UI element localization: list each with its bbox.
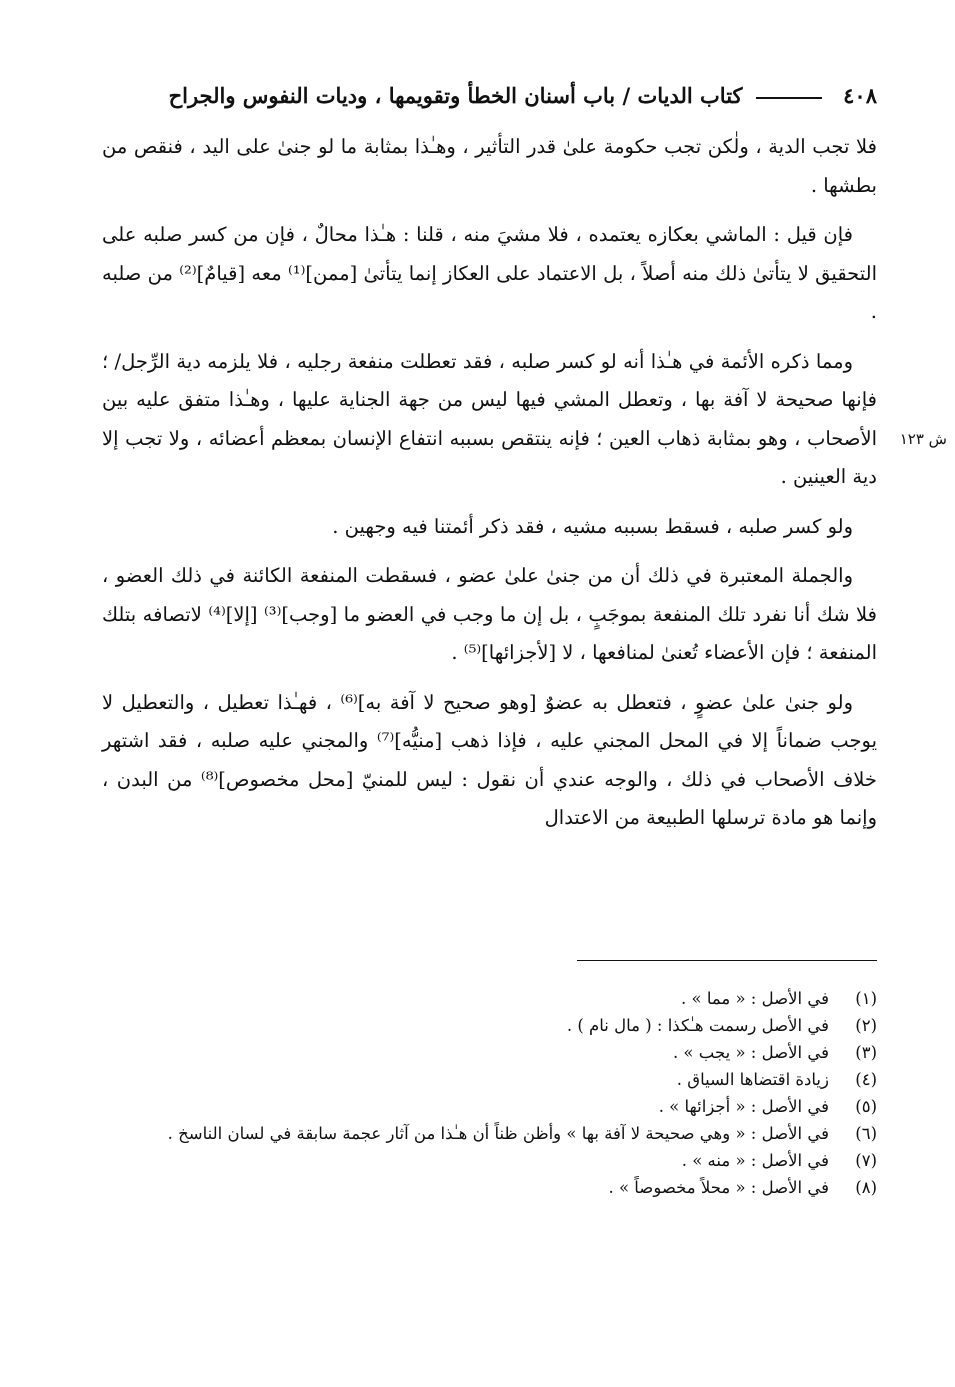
footnote-text: في الأصل : « أجزائها » .: [658, 1097, 829, 1116]
footnote-text: في الأصل : « وهي صحيحة لا آفة بها » وأظن ظناً أن هـٰذا من آثار عجمة سابقة في لسان الناسخ .: [167, 1124, 829, 1143]
footnote: [97, 1012, 877, 1039]
footnote-text: في الأصل رسمت هـٰكذا : ( مال نام ) .: [566, 1016, 829, 1035]
footnote-number: (٦): [855, 1124, 877, 1143]
main-text: [102, 128, 877, 849]
footnote-number: (٧): [855, 1151, 877, 1170]
footnote: [97, 1066, 877, 1093]
footnote-number: (٣): [855, 1043, 877, 1062]
page-number: ٤٠٨: [843, 83, 877, 108]
footnote: [97, 1120, 877, 1147]
footnote-number: (٨): [855, 1178, 877, 1197]
header-title: كتاب الديات / باب أسنان الخطأ وتقويمها ، وديات النفوس والجراح: [168, 83, 743, 108]
footnote-text: زيادة اقتضاها السياق .: [676, 1070, 829, 1089]
footnote-separator: [577, 960, 877, 961]
footnote: [97, 1093, 877, 1120]
footnote: [97, 1174, 877, 1201]
paragraph-6: ولو جنىٰ علىٰ عضوٍ ، فتعطل به عضوٌ [وهو صحيح لا آفة به]⁽⁶⁾ ، فهـٰذا تعطيل ، والتعطيل لا يوجب ضماناً إلا في المحل المجني عليه ، فإذا ذهب [منيُّه]⁽⁷⁾ والمجني عليه صلبه ، فقد اشتهر خلاف الأصحاب في ذلك ، والوجه عندي أن نقول : ليس للمنيّ [محل مخصوص]⁽⁸⁾ من البدن ، وإنما هو مادة ترسلها الطبيعة من الاعتدال: [102, 690, 877, 829]
footnote: [97, 1039, 877, 1066]
running-header: [97, 80, 877, 112]
footnote: [97, 985, 877, 1012]
paragraph-1: فلا تجب الدية ، ولٰكن تجب حكومة علىٰ قدر التأثير ، وهـٰذا بمثابة ما لو جنىٰ على اليد ، فنقص من بطشها .: [102, 135, 877, 197]
footnote-text: في الأصل : « منه » .: [681, 1151, 829, 1170]
header-rule: [756, 97, 822, 99]
footnote-number: (٥): [855, 1097, 877, 1116]
paragraph-5: والجملة المعتبرة في ذلك أن من جنىٰ علىٰ عضو ، فسقطت المنفعة الكائنة في ذلك العضو ، فلا شك أنا نفرد تلك المنفعة بموجَبٍ ، بل إن ما وجب في العضو ما [وجب]⁽³⁾ [إلا]⁽⁴⁾ لاتصافه بتلك المنفعة ؛ فإن الأعضاء تُعنىٰ لمنافعها ، لا [لأجزائها]⁽⁵⁾ .: [102, 564, 877, 664]
footnote-text: في الأصل : « مما » .: [680, 989, 829, 1008]
paragraph-4: ولو كسر صلبه ، فسقط بسببه مشيه ، فقد ذكر أئمتنا فيه وجهين .: [332, 514, 853, 538]
footnote-number: (٤): [855, 1070, 877, 1089]
footnote: [97, 1147, 877, 1174]
margin-folio-note: ش ١٢٣: [899, 430, 947, 448]
paragraph-3: ومما ذكره الأئمة في هـٰذا أنه لو كسر صلبه ، فقد تعطلت منفعة رجليه ، فلا يلزمه دية الرِّجل/ ؛ فإنها صحيحة لا آفة بها ، وتعطل المشي فيها ليس من جهة الجناية عليها ، وهـٰذا متفق عليه بين الأصحاب ، وهو بمثابة ذهاب العين ؛ فإنه ينتقص بسببه انتفاع الإنسان بمعظم أعضائه ، ولا تجب إلا دية العينين .: [102, 349, 877, 488]
footnote-number: (١): [855, 989, 877, 1008]
paragraph-2: فإن قيل : الماشي بعكازه يعتمده ، فلا مشيَ منه ، قلنا : هـٰذا محالٌ ، فإن من كسر صلبه على التحقيق لا يتأتىٰ ذلك منه أصلاً ، بل الاعتماد على العكاز إنما يتأتىٰ [ممن]⁽¹⁾ معه [قيامٌ]⁽²⁾ من صلبه .: [102, 223, 878, 323]
footnotes: [97, 985, 877, 1201]
footnote-text: في الأصل : « محلاً مخصوصاً » .: [608, 1178, 829, 1197]
footnote-number: (٢): [855, 1016, 877, 1035]
footnote-text: في الأصل : « يجب » .: [672, 1043, 829, 1062]
